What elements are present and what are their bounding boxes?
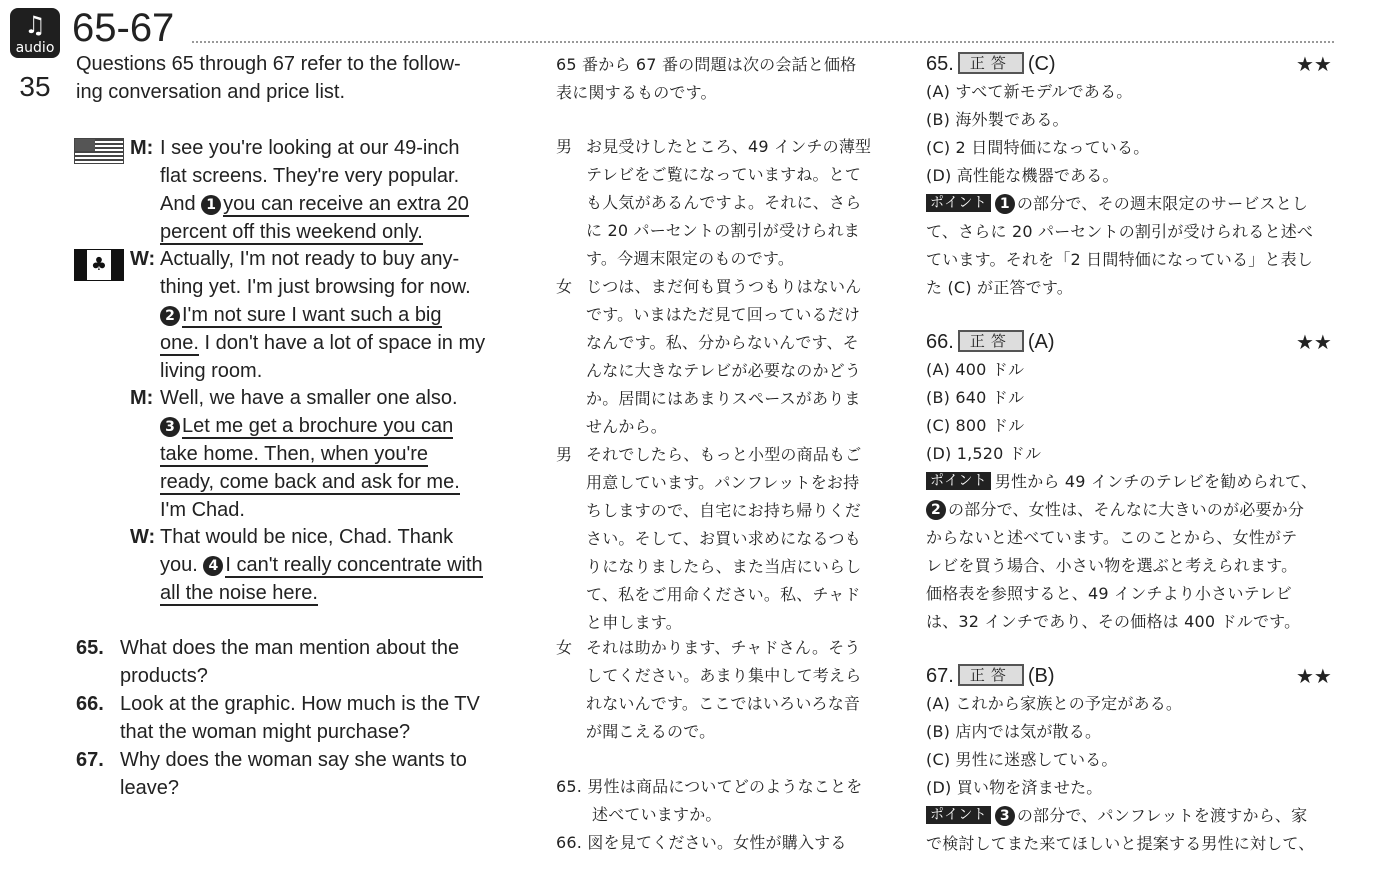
difficulty-stars: ★★ (1296, 664, 1332, 688)
point-badge: ポイント (926, 194, 991, 212)
jp-question-65: 65. 男性は商品についてどのようなことを 述べていますか。 66. 図を見てください。女性が購入する (556, 777, 863, 852)
marker-3: 3 (160, 417, 180, 437)
woman-line-1: Actually, I'm not ready to buy any- thing yet. I'm just browsing for now. 2 I'm not sure I want such a big one. I don't have a lot of space in my living room. (160, 248, 486, 382)
marker-2: 2 (160, 306, 180, 326)
track-number: 35 (19, 71, 51, 102)
jp-man-line-2: それでしたら、もっと小型の商品もご 用意しています。パンフレットをお持 ちしますので、自宅にお持ち帰りくだ さい。そして、お買い求めになるつも りになりましたら、また当店にいらし て、私をご用命ください。私、チャド と申します。 (586, 445, 862, 632)
marker-ref: 2 (926, 500, 946, 520)
audio-label: audio (15, 40, 55, 56)
answer-66-options: (A) 400 ドル (B) 640 ドル (C) 800 ドル (D) 1,520 ドル (926, 360, 1042, 463)
speaker-label-man: M: (130, 137, 154, 159)
marker-4: 4 (203, 556, 223, 576)
point-badge: ポイント (926, 806, 991, 824)
answer-65-point: ポイント 1 の部分で、その週末限定のサービスとし て、さらに 20 パーセントの割引が受けられると述べ ています。それを「2 日間特価になっている」と表し た (C) が正答です。 (926, 194, 1314, 297)
answer-67-header: 67. 正答 (B) (926, 665, 1055, 687)
intro-en: Questions 65 through 67 refer to the follow- ing conversation and price list. (76, 53, 461, 103)
answer-65-header: 65. 正答 (C) (926, 53, 1056, 75)
jp-woman-line-2: それは助かります、チャドさん。そう してください。あまり集中して考えら れないんです。ここではいろいろな音 が聞こえるので。 (586, 638, 862, 741)
correct-badge: 正答 (958, 664, 1024, 686)
question-67: 67. Why does the woman say she wants to leave? (76, 749, 467, 799)
intro-jp: 65 番から 67 番の問題は次の会話と価格 表に関するものです。 (556, 55, 857, 102)
answer-66-point: ポイント 男性から 49 インチのテレビを勧められて、 2 の部分で、女性は、そんなに大きいのが必要か分 からないと述べています。このことから、女性がテ レビを買う場合、小さい物を選ぶと考えられます。 価格表を参照すると、49 インチより小さいテレビ は、32 インチであり、その価格は 400 ドルです。 (926, 472, 1318, 631)
man-line-2: Well, we have a smaller one also. 3 Let me get a brochure you can take home. Then, when you're ready, come back and ask for me. I'm Chad. (160, 387, 460, 521)
speaker-label-man: M: (130, 387, 154, 409)
answer-66-header: 66. 正答 (A) (926, 331, 1055, 353)
difficulty-stars: ★★ (1296, 330, 1332, 354)
jp-speaker-man: 男 (556, 445, 573, 464)
us-flag-icon (74, 138, 124, 164)
jp-woman-line-1: じつは、まだ何も買うつもりはないん です。いまはただ見て回っているだけ なんです。私、分からないんです、そ んなに大きなテレビが必要なのかどう か。居間にはあまりスペースがありま せんから。 (586, 277, 862, 436)
question-66: 66. Look at the graphic. How much is the TV that the woman might purchase? (76, 693, 480, 743)
correct-badge: 正答 (958, 52, 1024, 74)
speaker-label-woman: W: (130, 526, 156, 548)
answer-65-options: (A) すべて新モデルである。 (B) 海外製である。 (C) 2 日間特価になっている。 (D) 高性能な機器である。 (926, 82, 1150, 185)
music-note-icon: ♫ (24, 11, 46, 39)
jp-speaker-woman: 女 (556, 277, 573, 296)
marker-ref: 3 (995, 806, 1015, 826)
canada-flag-icon: ♣ (74, 249, 124, 281)
marker-ref: 1 (995, 194, 1015, 214)
answer-67-options: (A) これから家族との予定がある。 (B) 店内では気が散る。 (C) 男性に迷惑している。 (D) 買い物を済ませた。 (926, 694, 1183, 797)
jp-man-line-1: お見受けしたところ、49 インチの薄型 テレビをご覧になっていますね。とて も人気があるんですよ。それに、さら に 20 パーセントの割引が受けられま す。今週末限定のものです。 (586, 137, 872, 268)
header-divider (192, 41, 1334, 43)
difficulty-stars: ★★ (1296, 52, 1332, 76)
point-badge: ポイント (926, 472, 991, 490)
marker-1: 1 (201, 195, 221, 215)
jp-speaker-woman: 女 (556, 638, 573, 657)
answer-67-point: ポイント 3 の部分で、パンフレットを渡すから、家 で検討してまた来てほしいと提案する男性に対して、 (926, 806, 1315, 853)
man-line-1: I see you're looking at our 49-inch flat screens. They're very popular. And 1 you can receive an extra 20 percent off this weekend only. (160, 137, 469, 243)
question-range-title: 65-67 (72, 6, 175, 50)
woman-line-2: That would be nice, Chad. Thank you. 4 I can't really concentrate with all the noise here. (160, 526, 483, 604)
question-65: 65. What does the man mention about the products? (76, 637, 460, 687)
correct-badge: 正答 (958, 330, 1024, 352)
speaker-label-woman: W: (130, 248, 156, 270)
audio-icon (10, 8, 60, 58)
jp-speaker-man: 男 (556, 137, 573, 156)
